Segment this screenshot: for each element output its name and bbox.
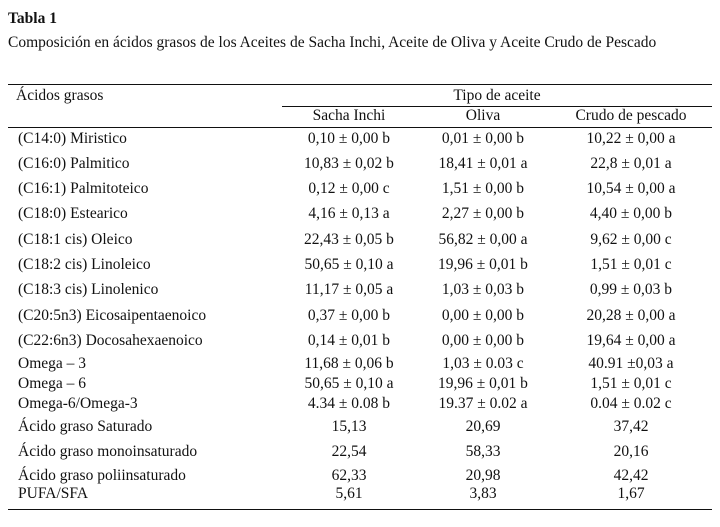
crudo-de-pescado-value: 4,40 ± 0,00 b <box>589 205 673 222</box>
table-row-label: Omega-6/Omega-3 <box>18 395 138 412</box>
sacha-inchi-value: 22,43 ± 0,05 b <box>304 231 394 248</box>
table-title: Tabla 1 <box>8 10 57 27</box>
crudo-de-pescado-value: 37,42 <box>613 418 649 435</box>
oliva-value: 0,01 ± 0,00 b <box>441 130 525 147</box>
oliva-value: 19,96 ± 0,01 b <box>438 256 528 273</box>
sacha-inchi-value: 0,12 ± 0,00 c <box>308 180 390 197</box>
oliva-value: 0,00 ± 0,00 b <box>441 332 525 349</box>
table-row-label: (C18:0) Estearico <box>18 205 128 222</box>
column-header-oliva: Oliva <box>465 107 501 124</box>
crudo-de-pescado-value: 10,54 ± 0,00 a <box>586 180 676 197</box>
table-row-label: (C18:2 cis) Linoleico <box>18 256 151 273</box>
crudo-de-pescado-value: 19,64 ± 0,00 a <box>586 332 676 349</box>
oliva-value: 0,00 ± 0,00 b <box>441 307 525 324</box>
oliva-value: 20,98 <box>465 467 501 484</box>
sacha-inchi-value: 10,83 ± 0,02 b <box>304 155 394 172</box>
table-row-label: Ácido graso Saturado <box>18 418 153 435</box>
sacha-inchi-value: 11,68 ± 0,06 b <box>304 355 394 372</box>
crudo-de-pescado-value: 22,8 ± 0,01 a <box>590 155 672 172</box>
crudo-de-pescado-value: 10,22 ± 0,00 a <box>586 130 676 147</box>
crudo-de-pescado-value: 20,16 <box>613 443 649 460</box>
oliva-value: 3,83 <box>469 485 497 502</box>
table-top-rule <box>8 84 712 85</box>
crudo-de-pescado-value: 42,42 <box>613 467 649 484</box>
oliva-value: 19,96 ± 0,01 b <box>438 375 528 392</box>
crudo-de-pescado-value: 1,67 <box>617 485 645 502</box>
oliva-value: 1,51 ± 0,00 b <box>441 180 525 197</box>
crudo-de-pescado-value: 0.04 ± 0.02 c <box>590 395 672 412</box>
sacha-inchi-value: 62,33 <box>331 467 367 484</box>
crudo-de-pescado-value: 9,62 ± 0,00 c <box>590 231 672 248</box>
oliva-value: 19.37 ± 0.02 a <box>438 395 528 412</box>
table-caption: Composición en ácidos grasos de los Aceites de Sacha Inchi, Aceite de Oliva y Aceite Crudo de Pescado <box>8 34 657 51</box>
table-bottom-rule <box>8 509 712 510</box>
oil-type-header: Tipo de aceite <box>453 87 541 104</box>
crudo-de-pescado-value: 20,28 ± 0,00 a <box>586 307 676 324</box>
sacha-inchi-value: 0,37 ± 0,00 b <box>307 307 391 324</box>
oliva-value: 20,69 <box>465 418 501 435</box>
sacha-inchi-value: 50,65 ± 0,10 a <box>304 256 394 273</box>
sacha-inchi-value: 0,14 ± 0,01 b <box>307 332 391 349</box>
row-label-header: Ácidos grasos <box>16 87 104 104</box>
table-header-bottom-rule <box>8 127 712 128</box>
oliva-value: 1,03 ± 0,03 b <box>441 281 525 298</box>
table-row-label: (C16:0) Palmitico <box>18 155 130 172</box>
crudo-de-pescado-value: 1,51 ± 0,01 c <box>590 375 672 392</box>
table-row-label: Ácido graso monoinsaturado <box>18 443 198 460</box>
sacha-inchi-value: 11,17 ± 0,05 a <box>304 281 394 298</box>
table-row-label: (C16:1) Palmitoteico <box>18 180 149 197</box>
table-row-label: Omega – 3 <box>18 355 87 372</box>
oliva-value: 58,33 <box>465 443 501 460</box>
crudo-de-pescado-value: 1,51 ± 0,01 c <box>590 256 672 273</box>
sacha-inchi-value: 0,10 ± 0,00 b <box>307 130 391 147</box>
oliva-value: 2,27 ± 0,00 b <box>441 205 525 222</box>
oliva-value: 18,41 ± 0,01 a <box>438 155 528 172</box>
crudo-de-pescado-value: 0,99 ± 0,03 b <box>589 281 673 298</box>
table-row-label: (C18:3 cis) Linolenico <box>18 281 159 298</box>
table-row-label: (C22:6n3) Docosahexaenoico <box>18 332 203 349</box>
table-row-label: Omega – 6 <box>18 375 87 392</box>
sacha-inchi-value: 5,61 <box>335 485 363 502</box>
table-row-label: (C14:0) Miristico <box>18 130 127 147</box>
column-header-sacha-inchi: Sacha Inchi <box>312 107 386 124</box>
sacha-inchi-value: 15,13 <box>331 418 367 435</box>
table-row-label: PUFA/SFA <box>18 485 89 502</box>
table-row-label: (C20:5n3) Eicosaipentaenoico <box>18 307 207 324</box>
oliva-value: 56,82 ± 0,00 a <box>438 231 528 248</box>
sacha-inchi-value: 50,65 ± 0,10 a <box>304 375 394 392</box>
fatty-acids-table <box>8 84 712 510</box>
column-header-crudo-de-pescado: Crudo de pescado <box>575 107 687 124</box>
table-row-label: (C18:1 cis) Oleico <box>18 231 133 248</box>
sacha-inchi-value: 4.34 ± 0.08 b <box>307 395 391 412</box>
table-row-label: Ácido graso poliinsaturado <box>18 467 186 484</box>
crudo-de-pescado-value: 40.91 ±0,03 a <box>588 355 674 372</box>
oliva-value: 1,03 ± 0.03 c <box>442 355 524 372</box>
sacha-inchi-value: 4,16 ± 0,13 a <box>308 205 390 222</box>
sacha-inchi-value: 22,54 <box>331 443 367 460</box>
